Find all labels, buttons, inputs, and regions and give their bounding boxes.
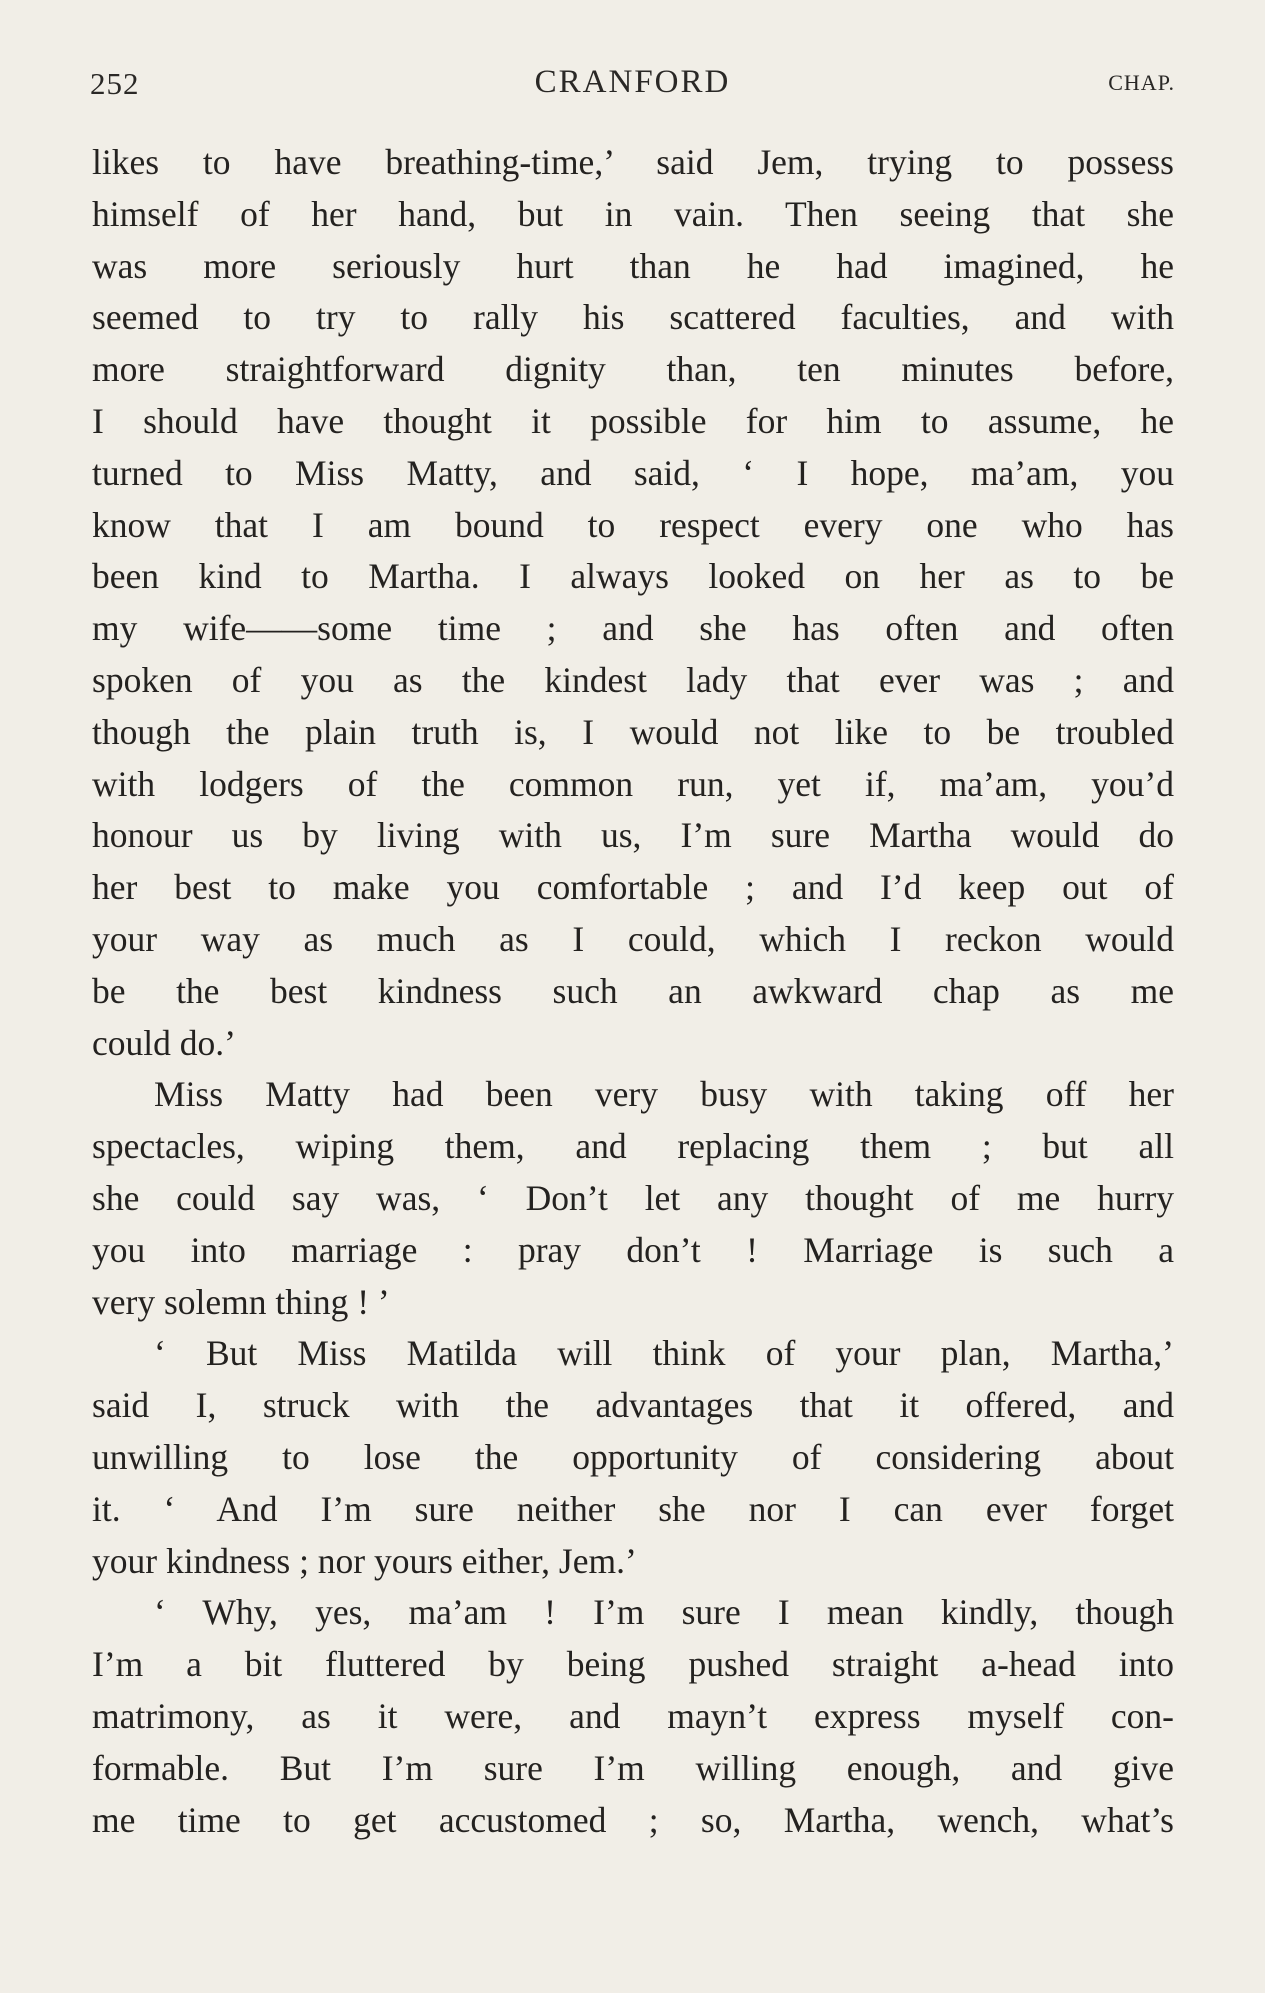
text-line: matrimony, as it were, and mayn’t express myself con- (92, 1695, 1174, 1736)
text-line: your kindness ; nor yours either, Jem.’ (92, 1540, 637, 1581)
text-line: unwilling to lose the opportunity of considering about (92, 1436, 1174, 1477)
paragraph (92, 1069, 1174, 1328)
text-line: spoken of you as the kindest lady that ever was ; and (92, 659, 1174, 700)
page-number: 252 (90, 66, 140, 101)
text-line: ‘ But Miss Matilda will think of your plan, Martha,’ (154, 1333, 1174, 1374)
text-line: been kind to Martha. I always looked on her as to be (92, 556, 1174, 597)
chapter-abbreviation: CHAP. (1108, 70, 1175, 95)
body-text (92, 137, 1174, 1846)
paragraph (92, 137, 1174, 1069)
text-line: said I, struck with the advantages that it offered, and (92, 1385, 1174, 1426)
text-line: was more seriously hurt than he had imagined, he (92, 245, 1174, 286)
book-title: CRANFORD (534, 64, 731, 100)
running-head (90, 64, 1175, 104)
text-line: her best to make you comfortable ; and I’d keep out of (92, 867, 1174, 908)
text-line: formable. But I’m sure I’m willing enough, and give (92, 1747, 1174, 1788)
paragraph (92, 1328, 1174, 1587)
text-line: be the best kindness such an awkward chap as me (92, 970, 1174, 1011)
paragraph (92, 1587, 1174, 1846)
text-line: himself of her hand, but in vain. Then seeing that she (92, 193, 1174, 234)
text-line: seemed to try to rally his scattered faculties, and with (92, 297, 1174, 338)
text-line: very solemn thing ! ’ (92, 1281, 390, 1322)
text-line: more straightforward dignity than, ten minutes before, (92, 349, 1174, 390)
text-line: my wife——some time ; and she has often and often (92, 608, 1174, 649)
text-line: Miss Matty had been very busy with taking off her (154, 1074, 1174, 1115)
text-line: I should have thought it possible for him to assume, he (92, 400, 1174, 441)
text-line: ‘ Why, yes, ma’am ! I’m sure I mean kindly, though (154, 1592, 1174, 1633)
text-line: could do.’ (92, 1022, 236, 1063)
text-line: turned to Miss Matty, and said, ‘ I hope, ma’am, you (92, 452, 1174, 493)
text-line: likes to have breathing-time,’ said Jem, trying to possess (92, 142, 1174, 182)
text-line: I’m a bit fluttered by being pushed straight a-head into (92, 1644, 1174, 1685)
text-line: though the plain truth is, I would not like to be troubled (92, 711, 1174, 752)
text-line: honour us by living with us, I’m sure Martha would do (92, 815, 1174, 856)
text-line: with lodgers of the common run, yet if, ma’am, you’d (92, 763, 1174, 804)
text-line: your way as much as I could, which I reckon would (92, 918, 1174, 959)
text-line: me time to get accustomed ; so, Martha, wench, what’s (92, 1799, 1174, 1840)
text-line: know that I am bound to respect every one who has (92, 504, 1174, 545)
text-line: she could say was, ‘ Don’t let any thought of me hurry (92, 1177, 1174, 1218)
text-line: spectacles, wiping them, and replacing them ; but all (92, 1126, 1174, 1167)
text-line: it. ‘ And I’m sure neither she nor I can ever forget (92, 1488, 1174, 1529)
text-line: you into marriage : pray don’t ! Marriage is such a (92, 1229, 1174, 1270)
